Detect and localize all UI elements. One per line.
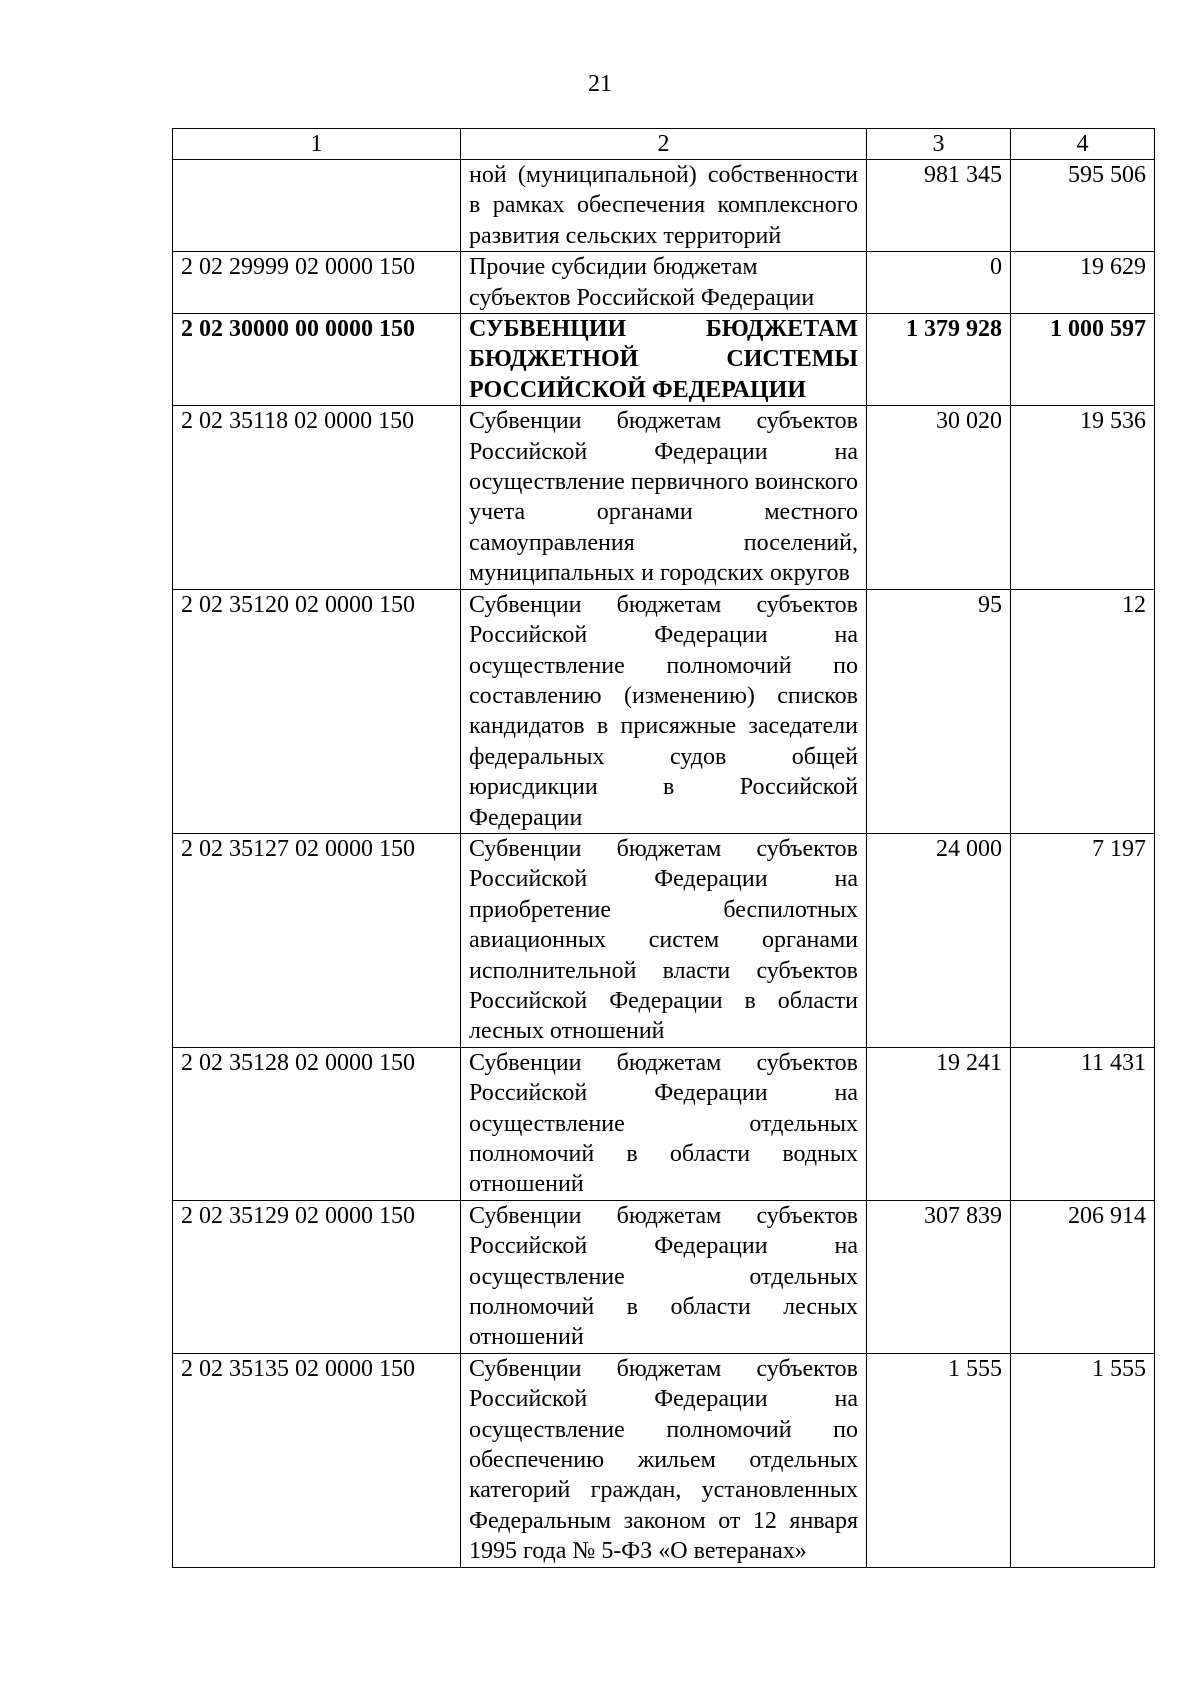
- budget-code: 2 02 35128 02 0000 150: [173, 1047, 461, 1200]
- value-col-4: 206 914: [1011, 1200, 1155, 1353]
- budget-code: 2 02 35129 02 0000 150: [173, 1200, 461, 1353]
- budget-code: [173, 160, 461, 252]
- value-col-4: 1 000 597: [1011, 314, 1155, 406]
- table-header-row: [173, 129, 1155, 160]
- table-row: [173, 160, 1155, 252]
- table-row: [173, 833, 1155, 1047]
- row-description: ной (муниципальной) собственности в рамках обеспечения комплексного развития сельских территорий: [461, 160, 867, 252]
- budget-code: 2 02 35127 02 0000 150: [173, 833, 461, 1047]
- row-description: Субвенции бюджетам субъектов Российской Федерации на осуществление отдельных полномочий в области водных отношений: [461, 1047, 867, 1200]
- value-col-3: 1 555: [867, 1353, 1011, 1567]
- budget-code: 2 02 35120 02 0000 150: [173, 589, 461, 833]
- value-col-3: 981 345: [867, 160, 1011, 252]
- budget-code: 2 02 35135 02 0000 150: [173, 1353, 461, 1567]
- row-description: Субвенции бюджетам субъектов Российской Федерации на приобретение беспилотных авиационных систем органами исполнительной власти субъектов Российской Федерации в области лесных отношений: [461, 833, 867, 1047]
- value-col-3: 95: [867, 589, 1011, 833]
- table-row: [173, 1353, 1155, 1567]
- table-row: [173, 589, 1155, 833]
- row-description: Субвенции бюджетам субъектов Российской Федерации на осуществление отдельных полномочий в области лесных отношений: [461, 1200, 867, 1353]
- budget-code: 2 02 30000 00 0000 150: [173, 314, 461, 406]
- value-col-4: 12: [1011, 589, 1155, 833]
- value-col-3: 307 839: [867, 1200, 1011, 1353]
- value-col-4: 7 197: [1011, 833, 1155, 1047]
- value-col-4: 11 431: [1011, 1047, 1155, 1200]
- value-col-4: 595 506: [1011, 160, 1155, 252]
- column-header-3: 3: [867, 129, 1011, 160]
- value-col-3: 1 379 928: [867, 314, 1011, 406]
- budget-code: 2 02 29999 02 0000 150: [173, 252, 461, 314]
- row-description: Субвенции бюджетам субъектов Российской Федерации на осуществление полномочий по обеспечению жильем отдельных категорий граждан, установленных Федеральным законом от 12 января 1995 года № 5-ФЗ «О ветеранах»: [461, 1353, 867, 1567]
- budget-table: [172, 128, 1155, 1568]
- value-col-4: 19 629: [1011, 252, 1155, 314]
- column-header-1: 1: [173, 129, 461, 160]
- row-description: Субвенции бюджетам субъектов Российской Федерации на осуществление полномочий по составлению (изменению) списков кандидатов в присяжные заседатели федеральных судов общей юрисдикции в Российской Федерации: [461, 589, 867, 833]
- table-row-section-total: [173, 314, 1155, 406]
- row-description: Субвенции бюджетам субъектов Российской Федерации на осуществление первичного воинского учета органами местного самоуправления поселений, муниципальных и городских округов: [461, 406, 867, 589]
- table-row: [173, 252, 1155, 314]
- value-col-3: 19 241: [867, 1047, 1011, 1200]
- column-header-2: 2: [461, 129, 867, 160]
- budget-code: 2 02 35118 02 0000 150: [173, 406, 461, 589]
- table-row: [173, 1200, 1155, 1353]
- value-col-3: 30 020: [867, 406, 1011, 589]
- value-col-4: 19 536: [1011, 406, 1155, 589]
- row-description: Прочие субсидии бюджетам субъектов Российской Федерации: [461, 252, 867, 314]
- value-col-3: 24 000: [867, 833, 1011, 1047]
- table-row: [173, 406, 1155, 589]
- value-col-3: 0: [867, 252, 1011, 314]
- row-description: СУБВЕНЦИИ БЮДЖЕТАМ БЮДЖЕТНОЙ СИСТЕМЫ РОССИЙСКОЙ ФЕДЕРАЦИИ: [461, 314, 867, 406]
- page-number: 21: [588, 71, 612, 97]
- column-header-4: 4: [1011, 129, 1155, 160]
- table-row: [173, 1047, 1155, 1200]
- value-col-4: 1 555: [1011, 1353, 1155, 1567]
